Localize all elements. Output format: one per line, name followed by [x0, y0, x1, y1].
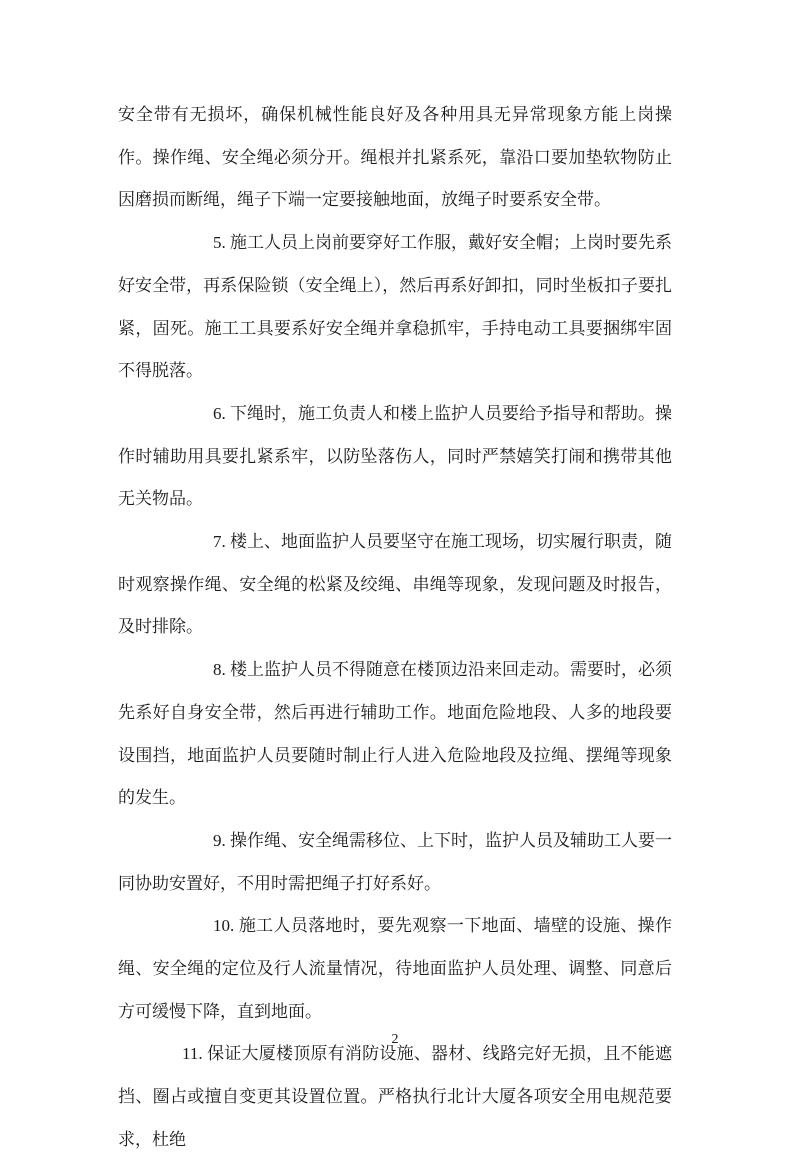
paragraph-item-7: 7. 楼上、地面监护人员要坚守在施工现场，切实履行职责，随时观察操作绳、安全绳的松紧及绞绳、串绳等现象，发现问题及时报告，及时排除。 — [118, 532, 672, 637]
paragraph-item-6: 6. 下绳时，施工负责人和楼上监护人员要给予指导和帮助。操作时辅助用具要扎紧系牢，以防坠落伤人，同时严禁嬉笑打闹和携带其他无关物品。 — [118, 403, 672, 509]
document-body — [118, 94, 672, 1162]
paragraph-item-5: 5. 施工人员上岗前要穿好工作服，戴好安全帽；上岗时要先系好安全带，再系保险锁（安全绳上），然后再系好卸扣，同时坐板扣子要扎紧，固死。施工工具要系好安全绳并拿稳抓牢，手持电动工具要捆绑牢固不得脱落。 — [118, 233, 672, 381]
paragraph-item-10: 10. 施工人员落地时，要先观察一下地面、墙壁的设施、操作绳、安全绳的定位及行人流量情况，待地面监护人员处理、调整、同意后方可缓慢下降，直到地面。 — [118, 916, 672, 1021]
page-number: 2 — [391, 1032, 399, 1047]
paragraph-item-8: 8. 楼上监护人员不得随意在楼顶边沿来回走动。需要时，必须先系好自身安全带，然后再进行辅助工作。地面危险地段、人多的地段要设围挡，地面监护人员要随时制止行人进入危险地段及拉绳、摆绳等现象的发生。 — [118, 660, 672, 808]
paragraph-item-9: 9. 操作绳、安全绳需移位、上下时，监护人员及辅助工人要一同协助安置好，不用时需把绳子打好系好。 — [118, 830, 672, 893]
paragraph-continuation: 安全带有无损坏，确保机械性能良好及各种用具无异常现象方能上岗操作。操作绳、安全绳必须分开。绳根并扎紧系死，靠沿口要加垫软物防止因磨损而断绳，绳子下端一定要接触地面，放绳子时要系安全带。 — [118, 105, 672, 210]
page-footer — [118, 1030, 672, 1050]
paragraph-item-11: 11. 保证大厦楼顶原有消防设施、器材、线路完好无损，且不能遮挡、圈占或擅自变更其设置位置。严格执行北计大厦各项安全用电规范要求，杜绝 — [118, 1044, 672, 1149]
